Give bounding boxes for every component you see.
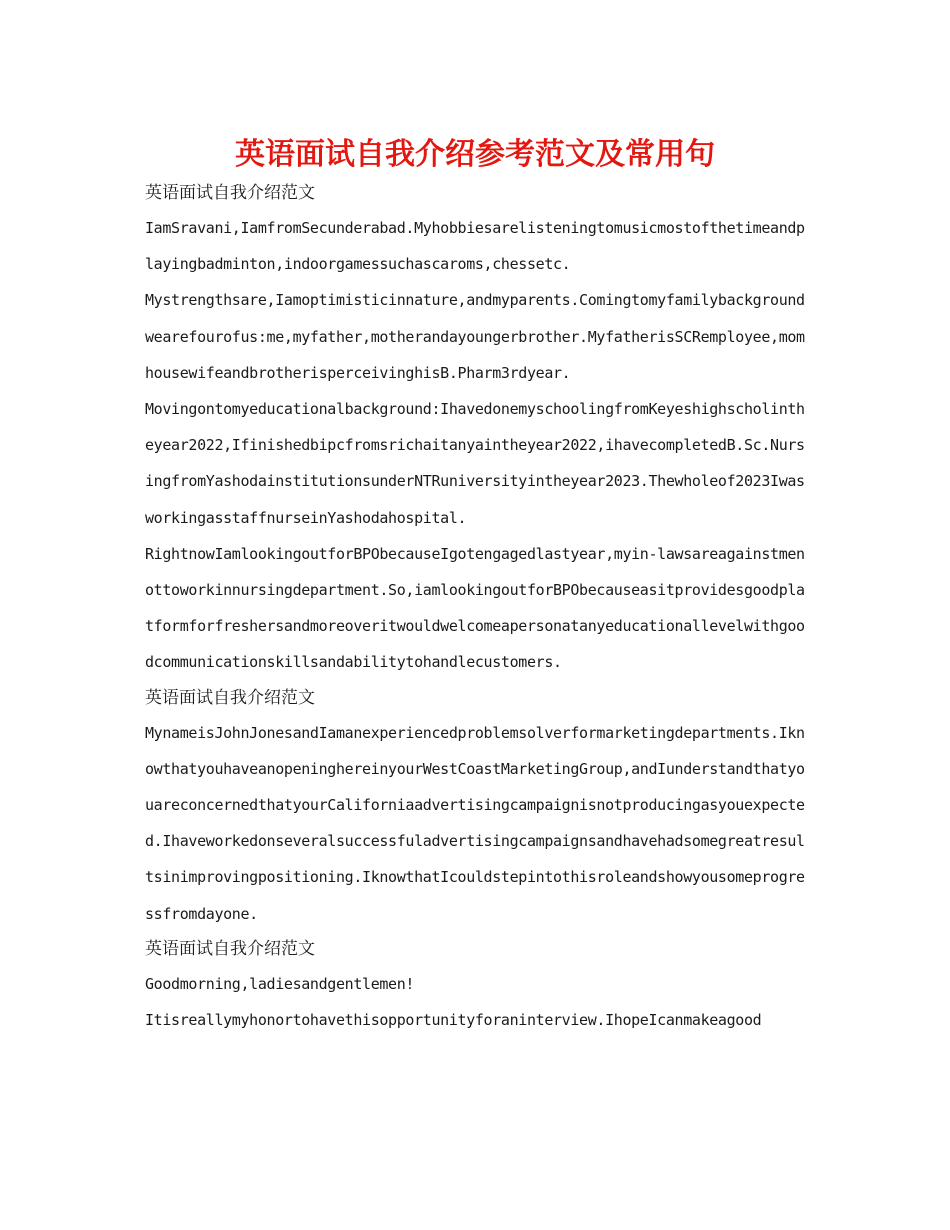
paragraph: IamSravani,IamfromSecunderabad.Myhobbiesarelisteningtomusicmostofthetimeandplayingbadminton,indoorgamessuchascaroms,chessetc. [145, 219, 805, 274]
section-heading: 英语面试自我介绍范文 [145, 183, 315, 203]
paragraph: Itisreallymyhonortohavethisopportunityforaninterview.IhopeIcanmakeagood [145, 1011, 762, 1030]
section-heading: 英语面试自我介绍范文 [145, 687, 315, 708]
section-heading: 英语面试自我介绍范文 [145, 938, 315, 959]
paragraph: Mystrengthsare,Iamoptimisticinnature,andmyparents.Comingtomyfamilybackgroundwearefourofus:me,myfather,motherandayoungerbrother.MyfatherisSCRemployee,momhousewifeandbrotherisperceivinghisB.Pharm3rdyear. [145, 291, 805, 382]
document-title: 英语面试自我介绍参考范文及常用句 [235, 137, 715, 172]
paragraph: MynameisJohnJonesandIamanexperiencedproblemsolverformarketingdepartments.IknowthatyouhaveanopeninghereinyourWestCoastMarketingGroup,andIunderstandthatyouareconcernedthatyourCaliforniaadvertisingcampaignisnotproducingasyouexpected.Ihaveworkedonseveralsuccessfuladvertisingcampaignsandhavehadsomegreatresultsinimprovingpositioning.IknowthatIcouldstepintothisroleandshowyousomeprogressfromdayone. [145, 723, 805, 923]
paragraph: RightnowIamlookingoutforBPObecauseIgotengagedlastyear,myin-lawsareagainstmenottoworkinnursingdepartment.So,iamlookingoutforBPObecauseasitprovidesgoodplatformforfreshersandmoreoveritwouldwelcomeapersonatanyeducationallevelwithgoodcommunicationskillsandabilitytohandlecustomers. [145, 544, 805, 672]
paragraph: Goodmorning,ladiesandgentlemen! [145, 974, 415, 993]
paragraph: Movingontomyeducationalbackground:IhavedonemyschoolingfromKeyeshighscholintheyear2022,Ifinishedbipcfromsrichaitanyaintheyear2022,ihavecompletedB.Sc.NursingfromYashodainstitutionsunderNTRuniversityintheyear2023.Thewholeof2023IwasworkingasstaffnurseinYashodahospital. [145, 400, 805, 527]
document-body [145, 176, 807, 1038]
